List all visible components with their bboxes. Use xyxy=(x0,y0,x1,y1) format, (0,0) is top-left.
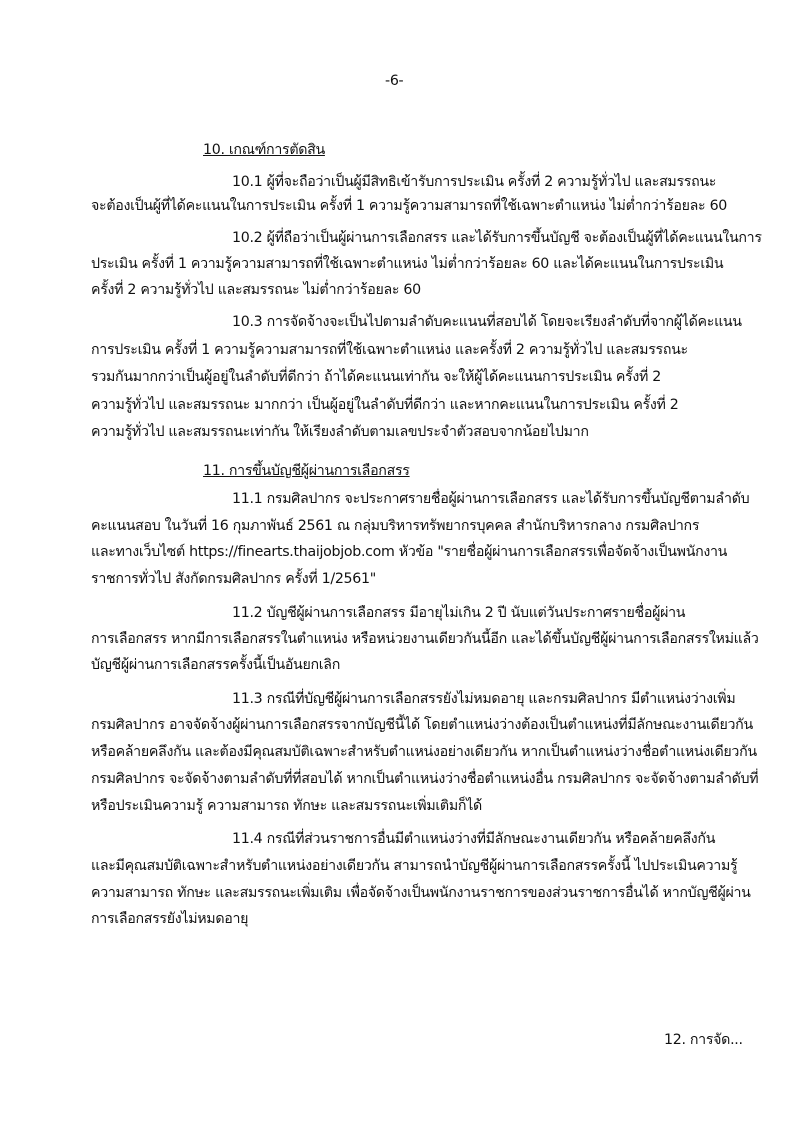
section-11-heading: 11. การขึ้นบัญชีผู้ผ่านการเลือกสรร xyxy=(203,463,410,479)
para-11-1-line-1: 11.1 กรมศิลปากร จะประกาศรายชื่อผู้ผ่านการเลือกสรร และได้รับการขึ้นบัญชีตามลำดับ xyxy=(232,491,750,507)
para-11-4-line-4: การเลือกสรรยังไม่หมดอายุ xyxy=(91,911,249,927)
para-11-3-line-3: หรือคล้ายคลึงกัน และต้องมีคุณสมบัติเฉพาะสำหรับตำแหน่งอย่างเดียวกัน หากเป็นตำแหน่งว่างชื่อตำแหน่งเดียวกัน xyxy=(91,744,757,760)
para-10-1-line-1: 10.1 ผู้ที่จะถือว่าเป็นผู้มีสิทธิเข้ารับการประเมิน ครั้งที่ 2 ความรู้ทั่วไป และสมรรถนะ xyxy=(232,174,717,190)
para-10-2-line-2: ประเมิน ครั้งที่ 1 ความรู้ความสามารถที่ใช้เฉพาะตำแหน่ง ไม่ต่ำกว่าร้อยละ 60 และได้คะแนนในการประเมิน xyxy=(91,256,724,272)
page-number: -6- xyxy=(385,73,404,89)
para-11-2-line-2: การเลือกสรร หากมีการเลือกสรรในตำแหน่ง หรือหน่วยงานเดียวกันนี้อีก และได้ขึ้นบัญชีผู้ผ่านการเลือกสรรใหม่แล้ว xyxy=(91,631,759,647)
para-11-4-line-3: ความสามารถ ทักษะ และสมรรถนะเพิ่มเติม เพื่อจัดจ้างเป็นพนักงานราชการของส่วนราชการอื่นได้ หากบัญชีผู้ผ่าน xyxy=(91,885,751,901)
para-11-3-line-4: กรมศิลปากร จะจัดจ้างตามลำดับที่ที่สอบได้ หากเป็นตำแหน่งว่างชื่อตำแหน่งอื่น กรมศิลปากร จะจัดจ้างตามลำดับที่ xyxy=(91,771,759,787)
para-11-4-line-1: 11.4 กรณีที่ส่วนราชการอื่นมีตำแหน่งว่างที่มีลักษณะงานเดียวกัน หรือคล้ายคลึงกัน xyxy=(232,831,716,847)
para-10-3-line-5: ความรู้ทั่วไป และสมรรถนะเท่ากัน ให้เรียงลำดับตามเลขประจำตัวสอบจากน้อยไปมาก xyxy=(91,424,589,440)
para-11-3-line-2: กรมศิลปากร อาจจัดจ้างผู้ผ่านการเลือกสรรจากบัญชีนี้ได้ โดยตำแหน่งว่างต้องเป็นตำแหน่งที่มีลักษณะงานเดียวกัน xyxy=(91,717,753,733)
para-10-3-line-3: รวมกันมากกว่าเป็นผู้อยู่ในลำดับที่ดีกว่า ถ้าได้คะแนนเท่ากัน จะให้ผู้ได้คะแนนการประเมิน ครั้งที่ 2 xyxy=(91,369,661,385)
para-10-2-line-3: ครั้งที่ 2 ความรู้ทั่วไป และสมรรถนะ ไม่ต่ำกว่าร้อยละ 60 xyxy=(91,282,421,298)
para-10-1-line-2: จะต้องเป็นผู้ที่ได้คะแนนในการประเมิน ครั้งที่ 1 ความรู้ความสามารถที่ใช้เฉพาะตำแหน่ง ไม่ต่ำกว่าร้อยละ 60 xyxy=(91,198,728,214)
para-11-4-line-2: และมีคุณสมบัติเฉพาะสำหรับตำแหน่งอย่างเดียวกัน สามารถนำบัญชีผู้ผ่านการเลือกสรรครั้งนี้ ไปประเมินความรู้ xyxy=(91,858,738,874)
para-11-2-line-3: บัญชีผู้ผ่านการเลือกสรรครั้งนี้เป็นอันยกเลิก xyxy=(91,657,340,673)
para-11-1-line-3: และทางเว็บไซต์ https://finearts.thaijobjob.com หัวข้อ "รายชื่อผู้ผ่านการเลือกสรรเพื่อจัดจ้างเป็นพนักงาน xyxy=(91,544,728,560)
para-11-3-line-5: หรือประเมินความรู้ ความสามารถ ทักษะ และสมรรถนะเพิ่มเติมก็ได้ xyxy=(91,798,482,814)
para-10-2-line-1: 10.2 ผู้ที่ถือว่าเป็นผู้ผ่านการเลือกสรร และได้รับการขึ้นบัญชี จะต้องเป็นผู้ที่ได้คะแนนในการ xyxy=(232,230,762,246)
para-11-1-line-4: ราชการทั่วไป สังกัดกรมศิลปากร ครั้งที่ 1/2561" xyxy=(91,571,376,587)
para-11-3-line-1: 11.3 กรณีที่บัญชีผู้ผ่านการเลือกสรรยังไม่หมดอายุ และกรมศิลปากร มีตำแหน่งว่างเพิ่ม xyxy=(232,691,736,707)
para-10-3-line-2: การประเมิน ครั้งที่ 1 ความรู้ความสามารถที่ใช้เฉพาะตำแหน่ง และครั้งที่ 2 ความรู้ทั่วไป และสมรรถนะ xyxy=(91,342,688,358)
continuation-marker: 12. การจัด... xyxy=(664,1032,743,1048)
para-11-2-line-1: 11.2 บัญชีผู้ผ่านการเลือกสรร มีอายุไม่เกิน 2 ปี นับแต่วันประกาศรายชื่อผู้ผ่าน xyxy=(232,605,686,621)
section-10-heading: 10. เกณฑ์การตัดสิน xyxy=(203,142,325,158)
para-10-3-line-1: 10.3 การจัดจ้างจะเป็นไปตามลำดับคะแนนที่สอบได้ โดยจะเรียงลำดับที่จากผู้ได้คะแนน xyxy=(232,314,742,330)
para-10-3-line-4: ความรู้ทั่วไป และสมรรถนะ มากกว่า เป็นผู้อยู่ในลำดับที่ดีกว่า และหากคะแนนในการประเมิน ครั้งที่ 2 xyxy=(91,397,679,413)
para-11-1-line-2: คะแนนสอบ ในวันที่ 16 กุมภาพันธ์ 2561 ณ กลุ่มบริหารทรัพยากรบุคคล สำนักบริหารกลาง กรมศิลปากร xyxy=(91,518,700,534)
